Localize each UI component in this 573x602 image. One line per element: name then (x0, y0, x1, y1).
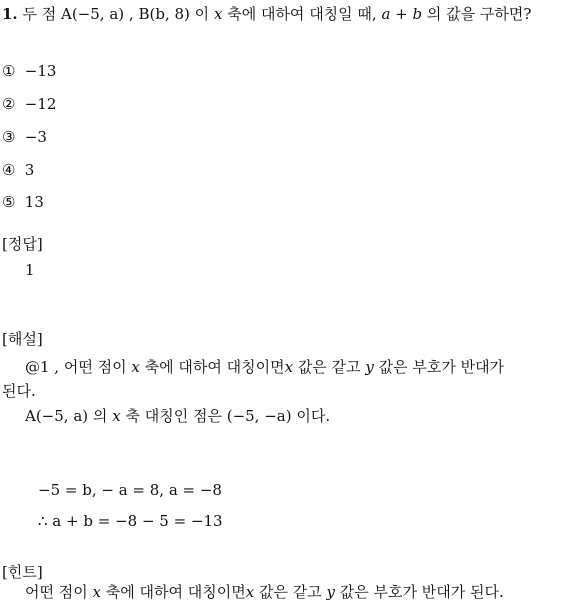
choice-2 (2, 95, 56, 113)
explanation-text: 축 대칭인 점은 (125, 407, 222, 425)
axis-var: y (365, 358, 374, 376)
explanation-text: 축에 대하여 대칭이면 (144, 358, 285, 376)
choice-marker: ① (2, 62, 16, 80)
equation-1: −5 = b, − a = 8, a = −8 (38, 481, 222, 499)
choice-marker: ⑤ (2, 193, 16, 211)
hint-text: 값은 부호가 반대가 된다. (339, 583, 504, 601)
choice-value: 13 (24, 193, 44, 211)
choice-3 (2, 128, 47, 146)
axis-var: x (131, 358, 140, 376)
axis-var: x (245, 583, 255, 601)
axis-var: x (213, 5, 223, 23)
hint-text: 어떤 점이 (25, 583, 88, 601)
question-text-2: 이 (194, 5, 210, 23)
question-text-4: 의 값을 구하면? (426, 5, 532, 23)
explanation-line-3 (25, 405, 330, 426)
choice-4 (2, 161, 34, 179)
point-a: A(−5, a) (25, 407, 89, 425)
choice-1 (2, 62, 56, 80)
axis-var: x (92, 583, 101, 601)
point-a: A(−5, a) (60, 5, 125, 23)
hint-text: 축에 대하여 대칭이면 (105, 583, 246, 601)
choice-5 (2, 193, 44, 211)
axis-var: y (326, 583, 335, 601)
explanation-text: @1 , 어떤 점이 (25, 358, 127, 376)
equation-2: ∴ a + b = −8 − 5 = −13 (38, 512, 223, 530)
explanation-text: 의 (92, 407, 108, 425)
answer-label: [정답] (2, 235, 43, 253)
choice-value: −3 (24, 128, 47, 146)
separator: , (128, 5, 134, 23)
choice-value: −12 (24, 95, 57, 113)
choice-value: 3 (24, 161, 35, 179)
answer-value: 1 (25, 261, 35, 279)
explanation-text: 이다. (296, 407, 331, 425)
reflected-point: (−5, −a) (226, 407, 292, 425)
axis-var: x (112, 407, 121, 425)
explanation-text: 값은 같고 (297, 358, 361, 376)
question-text-3: 축에 대하여 대칭일 때, (227, 5, 377, 23)
choice-value: −13 (24, 62, 57, 80)
hint-label: [힌트] (2, 563, 43, 581)
point-b: B(b, 8) (138, 5, 190, 23)
question-line (2, 3, 531, 24)
hint-text: 값은 같고 (258, 583, 322, 601)
question-number: 1. (2, 5, 18, 23)
choice-marker: ③ (2, 128, 16, 146)
sum-expression: a + b (381, 5, 423, 23)
axis-var: x (284, 358, 294, 376)
explanation-line-2: 된다. (2, 382, 36, 400)
explanation-text: 값은 부호가 반대가 (378, 358, 505, 376)
hint-line (25, 581, 504, 602)
explanation-line-1 (25, 356, 504, 377)
choice-marker: ② (2, 95, 16, 113)
question-text-1: 두 점 (22, 5, 57, 23)
choice-marker: ④ (2, 161, 16, 179)
explanation-label: [해설] (2, 330, 43, 348)
